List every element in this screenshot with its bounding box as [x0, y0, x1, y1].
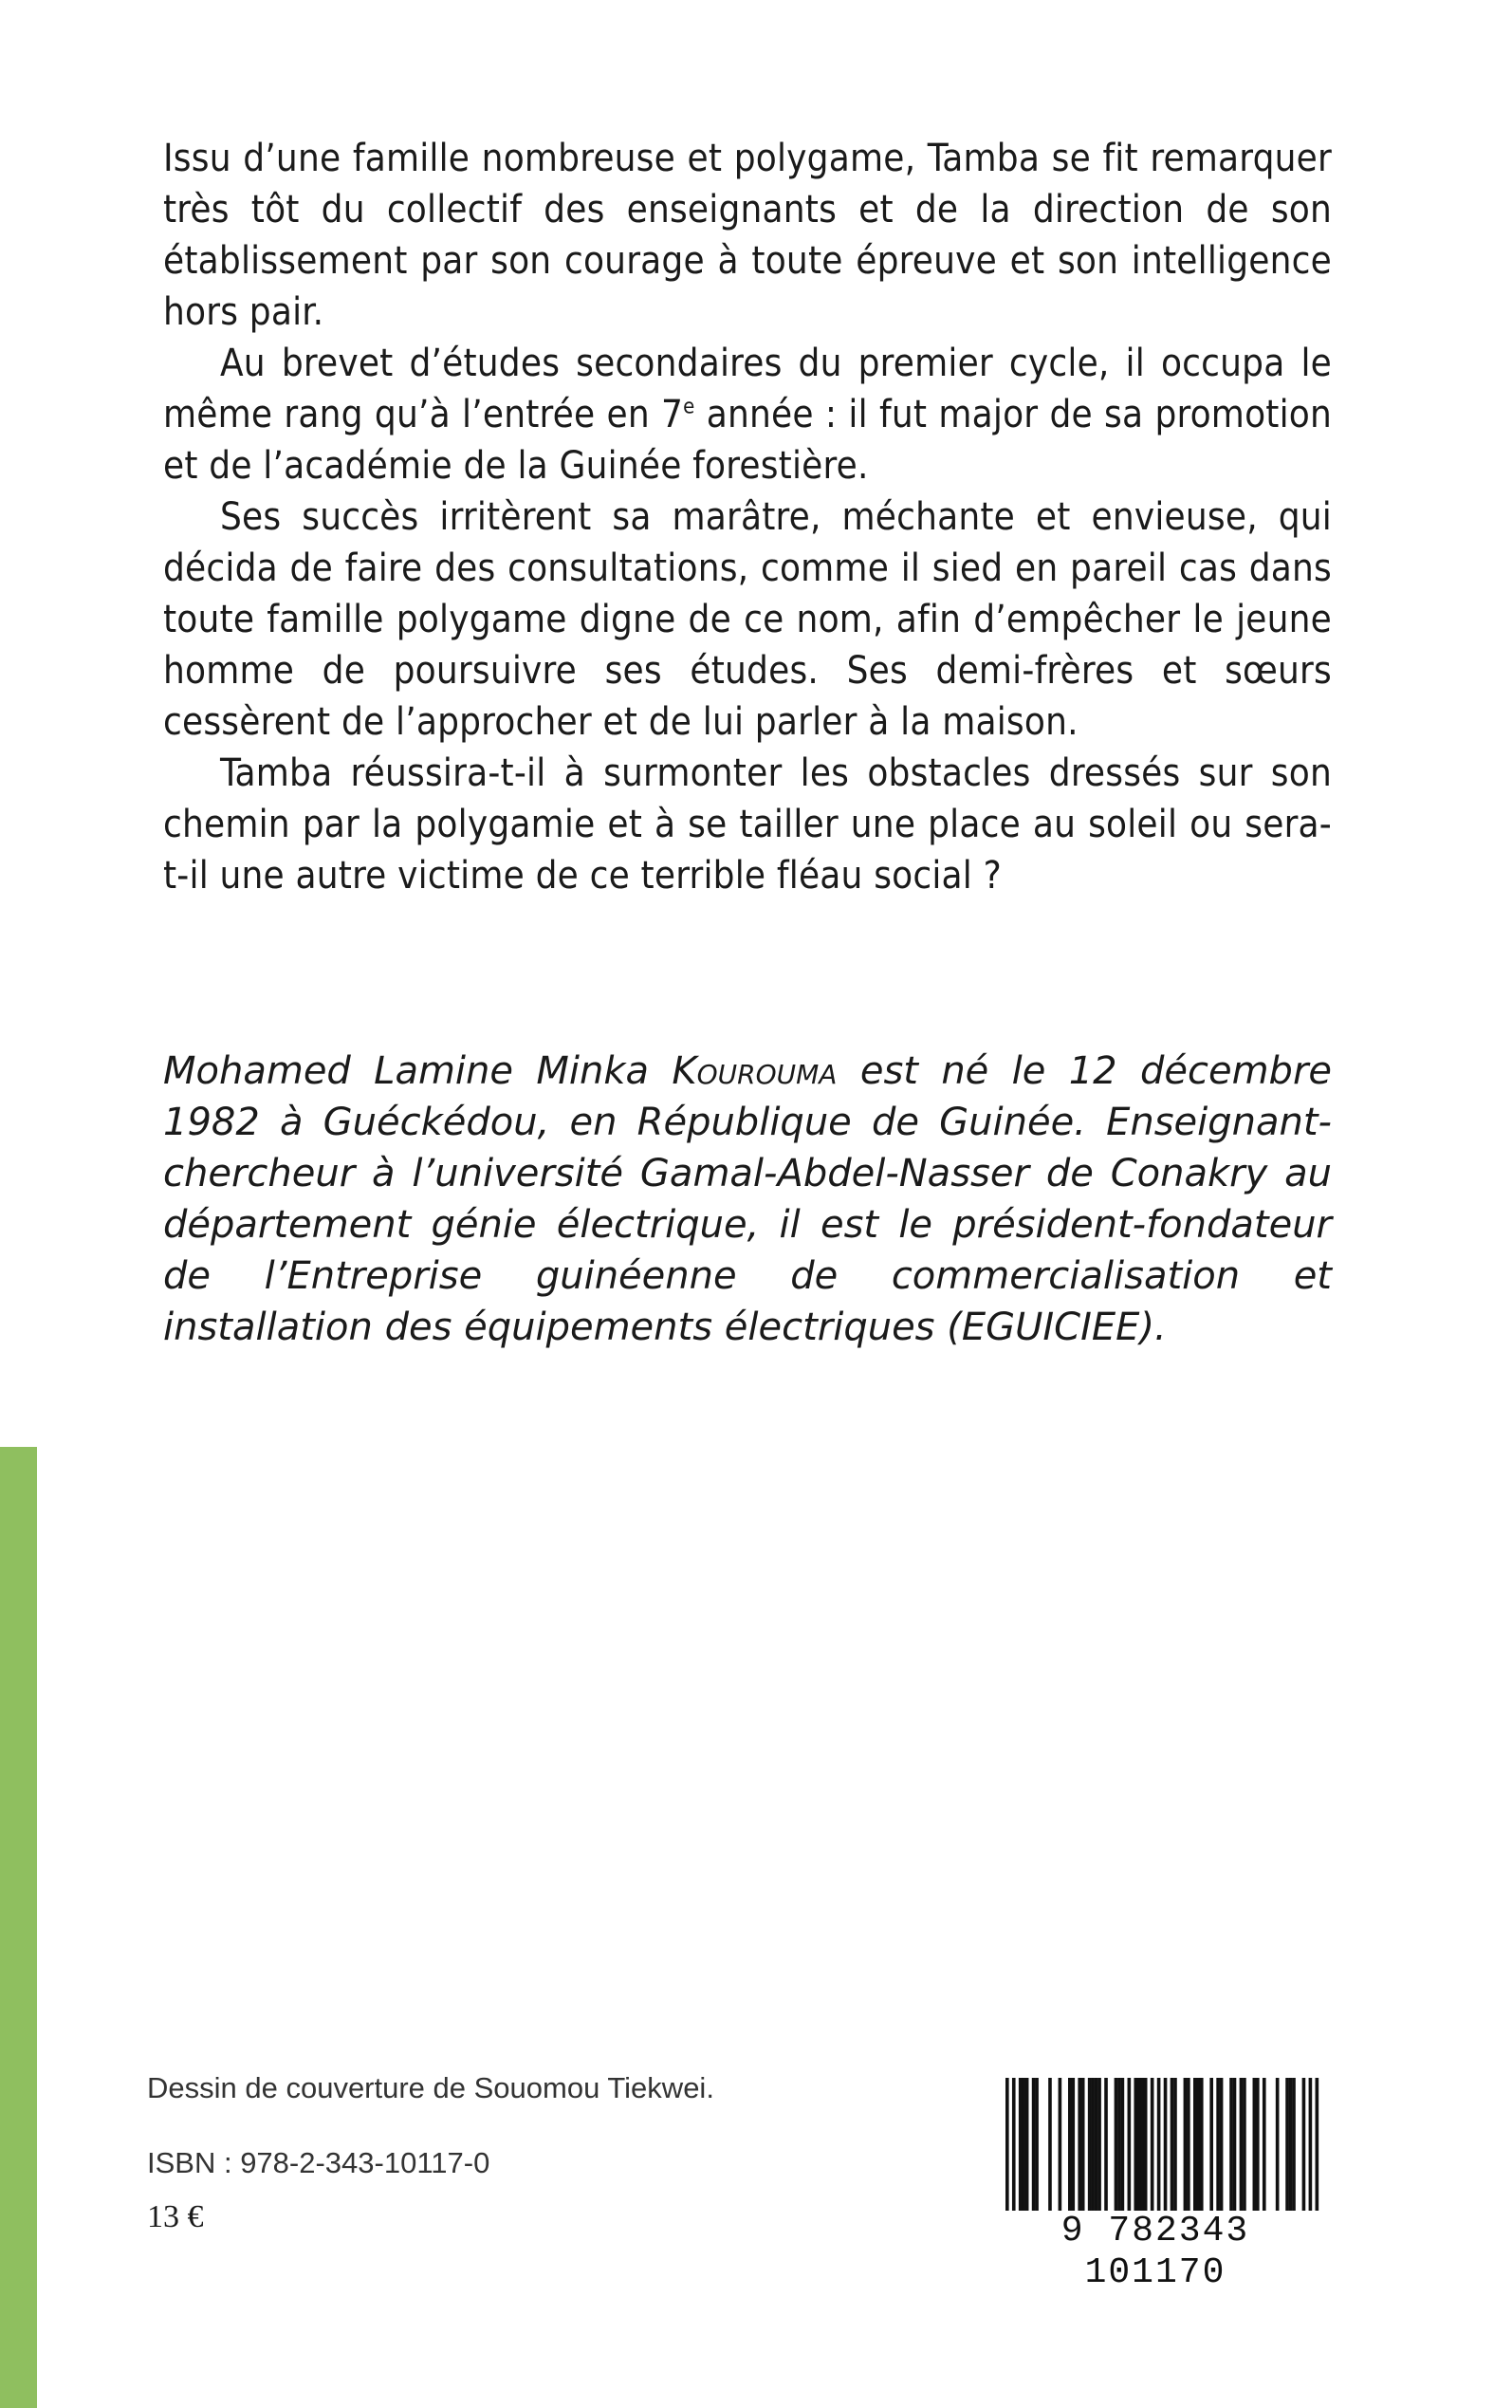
isbn-line: ISBN : 978-2-343-10117-0	[147, 2146, 490, 2179]
barcode-bar	[1035, 2078, 1039, 2213]
barcode-bar	[1292, 2078, 1296, 2213]
barcode-bar	[1012, 2078, 1016, 2220]
barcode-bar	[1289, 2078, 1293, 2213]
barcode-bar	[1121, 2078, 1125, 2213]
synopsis-paragraph-4: Tamba réussira-t-il à surmonter les obstacles dressés sur son chemin par la polygamie et à se tailler une place au soleil ou sera-t-il une autre victime de ce terrible fléau social ?	[163, 751, 1332, 898]
barcode-bar	[1144, 2078, 1148, 2213]
barcode-bar	[1187, 2078, 1190, 2213]
barcode-bar	[1171, 2078, 1174, 2213]
price-label: 13 €	[147, 2199, 204, 2234]
barcode-bar	[1193, 2078, 1197, 2213]
barcode-bar	[1104, 2078, 1108, 2213]
synopsis-block	[163, 133, 1332, 901]
barcode	[986, 2078, 1324, 2293]
barcode-bar	[1253, 2078, 1257, 2213]
barcode-bar	[1184, 2078, 1188, 2213]
barcode-bar	[1216, 2078, 1220, 2213]
synopsis-paragraph-1: Issu d’une famille nombreuse et polygame, Tamba se fit remarquer très tôt du collectif des enseignants et de la direction de son établissement par son courage à toute épreuve et son intelligence hors pair.	[163, 137, 1332, 334]
author-bio-text: est né le 12 décembre 1982 à Guéckédou, en République de Guinée. Enseignant-chercheur à l’université Gamal-Abdel-Nasser de Conakry au département génie électrique, il est le président-fondateur de l’Entreprise guinéenne de commercialisation et installation des équipements électriques (EGUICIEE).	[163, 1049, 1332, 1349]
barcode-bar	[1164, 2078, 1168, 2220]
barcode-bar	[1196, 2078, 1200, 2213]
barcode-bar	[1276, 2078, 1280, 2213]
synopsis-paragraph-2: Au brevet d’études secondaires du premier cycle, il occupa le même rang qu’à l’entrée en 7e année : il fut major de sa promotion et de l’académie de la Guinée forestière.	[163, 342, 1333, 488]
author-first-name: Mohamed Lamine Minka	[163, 1049, 673, 1093]
author-bio	[163, 1046, 1332, 1353]
barcode-bar	[1256, 2078, 1260, 2213]
barcode-bar	[1134, 2078, 1137, 2213]
barcode-bars	[986, 2078, 1324, 2220]
barcode-bar	[1059, 2078, 1062, 2213]
barcode-bar	[1302, 2078, 1306, 2213]
barcode-bar	[1025, 2078, 1029, 2213]
barcode-bar	[1240, 2078, 1244, 2213]
barcode-bar	[1005, 2078, 1009, 2220]
barcode-bar	[1220, 2078, 1224, 2213]
cover-credit: Dessin de couverture de Souomou Tiekwei.	[147, 2071, 714, 2104]
barcode-bar	[1263, 2078, 1266, 2213]
barcode-bar	[1140, 2078, 1144, 2213]
synopsis-paragraph-3: Ses succès irritèrent sa marâtre, méchante et envieuse, qui décida de faire des consultations, comme il sied en pareil cas dans toute famille polygame digne de ce nom, afin d’empêcher le jeune homme de poursuivre ses études. Ses demi-frères et sœurs cessèrent de l’approcher et de lui parler à la maison.	[163, 495, 1332, 744]
barcode-bar	[1243, 2078, 1246, 2213]
barcode-bar	[1285, 2078, 1289, 2213]
author-last-name: Kourouma	[672, 1049, 838, 1093]
barcode-bar	[1022, 2078, 1025, 2213]
barcode-bar	[1032, 2078, 1036, 2213]
barcode-bar	[1316, 2078, 1319, 2220]
barcode-bar	[1068, 2078, 1072, 2213]
barcode-bar	[1209, 2078, 1213, 2213]
barcode-bar	[1081, 2078, 1085, 2213]
barcode-bar	[1157, 2078, 1161, 2220]
barcode-bar	[1088, 2078, 1092, 2213]
barcode-bar	[1173, 2078, 1177, 2213]
barcode-bar	[1151, 2078, 1154, 2213]
barcode-bar	[1128, 2078, 1132, 2213]
barcode-bar	[1078, 2078, 1081, 2213]
barcode-bar	[1091, 2078, 1095, 2213]
barcode-bar	[1233, 2078, 1237, 2213]
barcode-bar	[1200, 2078, 1204, 2213]
barcode-bar	[1019, 2078, 1023, 2213]
barcode-bar	[1115, 2078, 1118, 2213]
barcode-bar	[1137, 2078, 1141, 2213]
barcode-bar	[1309, 2078, 1313, 2220]
barcode-digits: 9 782343 101170	[986, 2211, 1324, 2294]
barcode-bar	[1095, 2078, 1098, 2213]
barcode-bar	[1117, 2078, 1121, 2213]
barcode-bar	[1229, 2078, 1233, 2213]
barcode-bar	[1048, 2078, 1052, 2213]
barcode-bar	[1097, 2078, 1101, 2213]
green-accent-strip	[0, 1447, 37, 2408]
barcode-bar	[1071, 2078, 1075, 2213]
